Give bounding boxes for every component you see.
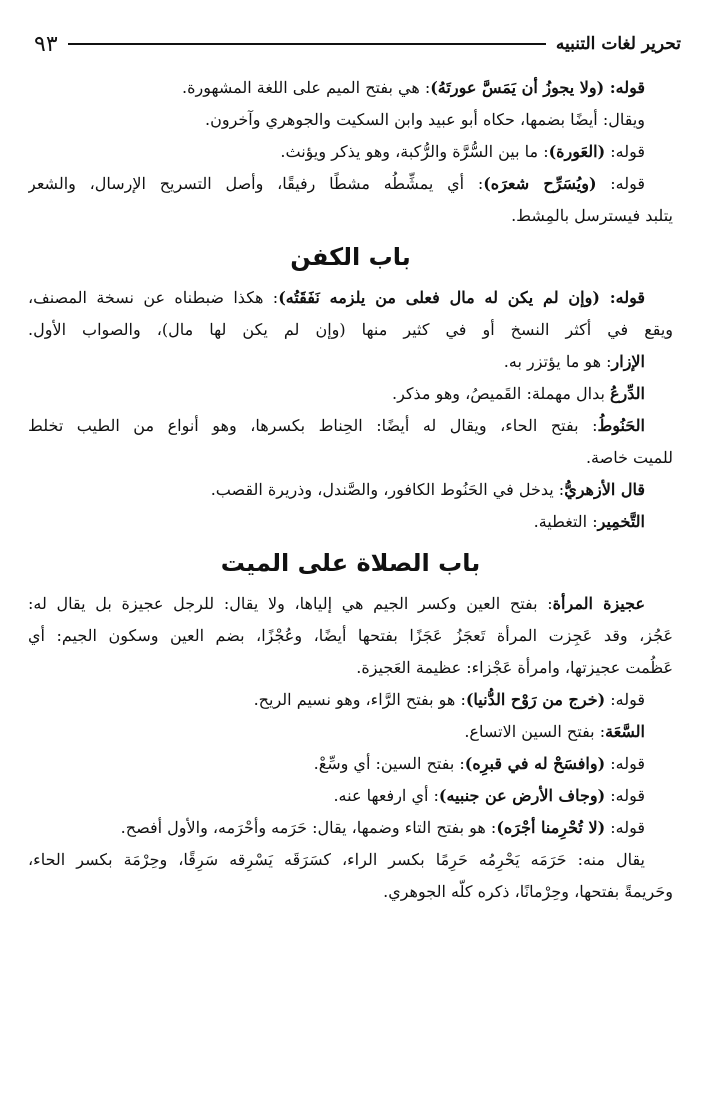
headword: الدِّرعُ — [610, 384, 645, 403]
paragraph-line — [28, 684, 673, 716]
paragraph-line: ويقال: أيضًا بضمها، حكاه أبو عبيد وابن السكيت والجوهري وآخرون. — [205, 110, 645, 129]
paragraph-line — [28, 780, 673, 812]
prefix-text: قوله: — [605, 142, 645, 161]
gloss-text: : هو ما يؤتزر به. — [503, 352, 612, 371]
paragraph-line: للميت خاصة. — [585, 448, 673, 467]
gloss-text: : بفتح السين: أي وسِّعْ. — [313, 754, 465, 773]
quoted-term: قوله: (وإن لم يكن له مال فعلى من يلزمه نَفَقَتُه) — [278, 288, 646, 307]
paragraph-line: يقال منه: حَرَمَه يَحْرِمُه حَرِمًا بكسر الراء، كسَرَقَه يَسْرِقه سَرِقًا، وحِرْمَة بكسر الحاء، — [28, 850, 645, 869]
headword: عجيزة المرأة — [552, 594, 645, 613]
paragraph-line — [28, 474, 673, 506]
prefix-text: قوله: — [605, 690, 645, 709]
paragraph-line — [28, 588, 673, 620]
paragraph-line — [28, 716, 673, 748]
prefix-text: قوله: — [605, 754, 645, 773]
paragraph-line: وحَريمةً بفتحها، وحِرْمانًا، ذكره كلّه الجوهري. — [383, 882, 673, 901]
paragraph-line — [28, 282, 673, 314]
page-number: ٩٣ — [34, 31, 58, 57]
gloss-text: : هكذا ضبطناه عن نسخة المصنف، — [28, 288, 279, 307]
headword: قال الأزهريُّ — [564, 480, 645, 499]
gloss-text: : هو بفتح الرَّاء، وهو نسيم الريح. — [253, 690, 466, 709]
paragraph-line: عَجُز، وقد عَجِزت المرأة تَعجَزُ عَجَزًا بفتحها أيضًا، وعُجْزًا، بضم العين وسكون الجيم: أي — [28, 626, 673, 645]
quoted-term: (خرج من رَوْح الدُّنيا) — [465, 690, 606, 709]
paragraph-line: عَظُمت عجيزتها، وامرأة عَجْزاء: عظيمة العَجيزة. — [356, 658, 673, 677]
gloss-text: بدال مهملة: القَميصُ، وهو مذكر. — [392, 384, 610, 403]
prefix-text: قوله: — [605, 786, 645, 805]
gloss-text: : بفتح الحاء، ويقال له أيضًا: الحِناط بكسرها، وهو أنواع من الطيب تخلط — [28, 416, 598, 435]
paragraph-line — [28, 748, 673, 780]
quoted-term: (العَورة) — [548, 142, 606, 161]
paragraph-line — [28, 136, 673, 168]
paragraph-line — [28, 410, 673, 442]
quoted-term: قوله: (ولا يجوزُ أن يَمَسَّ عورتَهُ) — [430, 78, 645, 97]
paragraph-line: ويقع في أكثر النسخ أو في كثير منها (وإن لم يكن لها مال)، والصواب الأول. — [28, 320, 673, 339]
paragraph-line — [28, 72, 673, 104]
page-body — [28, 72, 673, 908]
paragraph-line — [28, 346, 673, 378]
gloss-text: : يدخل في الحَنُوط الكافور، والصَّندل، وذريرة القصب. — [210, 480, 565, 499]
gloss-text: : بفتح العين وكسر الجيم هي إلياها، ولا يقال: للرجل عجيزة بل يقال له: — [28, 594, 553, 613]
prefix-text: قوله: — [596, 174, 646, 193]
quoted-term: (لا تُحْرِمنا أجْرَه) — [496, 818, 606, 837]
gloss-text: : هي بفتح الميم على اللغة المشهورة. — [182, 78, 431, 97]
paragraph-line: يتلبد فيسترسل بالمِشط. — [511, 206, 673, 225]
header-rule — [68, 43, 546, 45]
paragraph-line — [28, 812, 673, 844]
section-heading: باب الصلاة على الميت — [220, 549, 481, 577]
headword: السَّعَة — [605, 722, 645, 741]
gloss-text: : هو بفتح التاء وضمها، يقال: حَرَمه وأحْرَمه، والأول أفصح. — [120, 818, 497, 837]
headword: الحَنُوطُ — [597, 416, 645, 435]
headword: الإزار — [611, 352, 645, 371]
quoted-term: (وجاف الأرض عن جنبيه) — [438, 786, 606, 805]
page-header — [34, 29, 681, 59]
headword: التَّخمِير — [597, 512, 645, 531]
gloss-text: : بفتح السين الاتساع. — [464, 722, 606, 741]
gloss-text: : أي يمشِّطُه مشطًا رفيقًا، وأصل التسريح الإرسال، والشعر — [28, 174, 484, 193]
prefix-text: قوله: — [605, 818, 645, 837]
quoted-term: (ويُسَرِّح شعرَه) — [483, 174, 597, 193]
gloss-text: : التغطية. — [533, 512, 598, 531]
paragraph-line — [28, 168, 673, 200]
running-title: تحرير لغات التنبيه — [555, 34, 681, 54]
gloss-text: : ما بين السُّرَّة والرُّكبة، وهو يذكر ويؤنث. — [280, 142, 549, 161]
section-heading: باب الكفن — [290, 243, 411, 271]
paragraph-line — [28, 506, 673, 538]
gloss-text: : أي ارفعها عنه. — [333, 786, 439, 805]
quoted-term: (وافسَحْ له في قبرِه) — [464, 754, 606, 773]
paragraph-line — [28, 378, 673, 410]
